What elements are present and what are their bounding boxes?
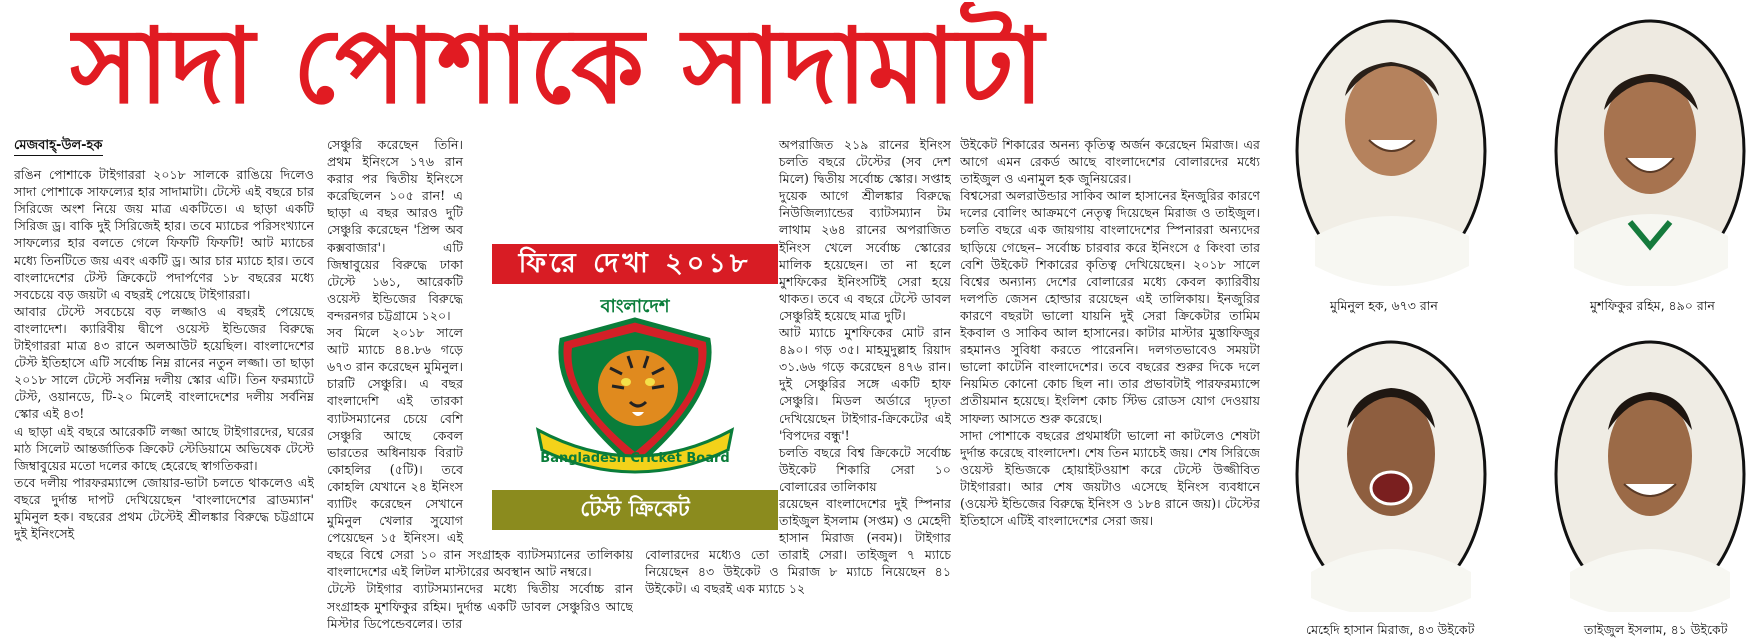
board-name-bangla: বাংলাদেশ [600,296,670,317]
paragraph: সাদা পোশাকে বছরের প্রথমার্ধটা ভালো না কাটলেও শেষটা দুর্দান্ত করেছে বাংলাদেশ। শেষ তিন ম্যাচেই জয়। শেষ সিরিজে ওয়েস্ট ইন্ডিজকে হোয়াইটওয়াশ করে টেস্টে উজ্জীবিত টাইগাররা। আর শেষ জয়টাও এসেছে ইনিংস ব্যবধানে (ওয়েস্ট ইন্ডিজের বিরুদ্ধে ইনিংস ও ১৮৪ রানে জয়)। টেস্টের ইতিহাসে এটিই বাংলাদেশের সেরা জয়। [960,427,1260,529]
article-column-4 [960,136,1260,630]
paragraph: সব মিলে ২০১৮ সালে আট ম্যাচে ৪৪.৮৬ গড়ে ৬৭৩ রান করেছেন মুমিনুল। চারটি সেঞ্চুরি। এ বছর বাংলাদেশি এই তারকা ব্যাটসম্যানের চেয়ে বেশি সেঞ্চুরি আছে কেবল ভারতের অধিনায়ক বিরাট কোহলির (৫টি)। তবে কোহলি যেখানে ২৪ ইনিংস ব্যাটিং করেছেন সেখানে মুমিনুল খেলার সুযোগ পেয়েছেন ১৫ ইনিংস। এই বছরে বিশ্বে সেরা ১০ রান সংগ্রাহক ব্যাটসম্যানের তালিকায় বাংলাদেশের এই লিটল মাস্টারের অবস্থান আট নম্বরে। [327,325,633,580]
photo-caption: মেহেদি হাসান মিরাজ, ৪৩ উইকেট [1306,622,1475,637]
headline: সাদা পোশাকে সাদামাটা [70,4,1045,127]
paragraph: টেস্টে টাইগার ব্যাটসম্যানদের মধ্যে দ্বিতীয় সর্বোচ্চ রান সংগ্রাহক মুশফিকুর রহিম। দুর্দান্ত একটি ডাবল সেঞ্চুরিও আছে মিস্টার ডিপেন্ডেবলের। তার [327,581,633,630]
photo-caption: মুমিনুল হক, ৬৭৩ রান [1330,298,1438,313]
paragraph: এ ছাড়া এই বছরে আরেকটি লজ্জা আছে টাইগারদের, ঘরের মাঠ সিলেট আন্তর্জাতিক ক্রিকেট স্টেডিয়ামে অভিষেক টেস্টে জিম্বাবুয়ের মতো দলের কাছে হেরেছে স্বাগতিকরা। [14,423,314,473]
paragraph: বিশ্বসেরা অলরাউন্ডার সাকিব আল হাসানের ইনজুরির কারণে দলের বোলিং আক্রমণে নেতৃত্ব দিয়েছেন মিরাজ ও তাইজুল। চলতি বছরে এক জায়গায় বাংলাদেশের স্পিনাররা অন্যদের ছাড়িয়ে গেছেন– সর্বোচ্চ চারবার করে ইনিংসে ৫ কিংবা তার বেশি উইকেট শিকারের কৃতিত্ব দেখিয়েছেন। ২০১৮ সালে বিশ্বের অন্যান্য দেশের বোলারের মধ্যে কেবল ক্যারিবীয় দলপতি জেসন হোল্ডার রয়েছেন এই তালিকায়। ইনজুরির কারণে বছরটা ভালো যায়নি দুই সেরা ক্রিকেটার তামিম ইকবাল ও সাকিব আল হাসানের। কাটার মাস্টার মুস্তাফিজুর রহমানও সুবিধা করতে পারেননি। দলগতভাবেও সময়টা ভালো কাটেনি বাংলাদেশের। তবে বছরের শুরুর দিকে দলে নিয়মিত কোনো কোচ ছিল না। তার প্রভাবটাই পারফরম্যান্সে প্রতীয়মান হয়েছে। ইংলিশ কোচ স্টিভ রোডস যোগ দেওয়ায় সাফল্য আসতে শুরু করেছে। [960,188,1260,426]
player-photo-mominul [1293,16,1489,286]
player-photo-taijul [1552,336,1748,612]
byline: মেজবাহ্-উল-হক [14,137,103,156]
article-column-1 [14,136,314,630]
paragraph: আবার টেস্টে সবচেয়ে বড় লজ্জাও এ বছরই পেয়েছে বাংলাদেশ। ক্যারিবীয় দ্বীপে ওয়েস্ট ইন্ডিজের বিরুদ্ধে টাইগাররা মাত্র ৪৩ রানে অলআউট হয়েছিল। বাংলাদেশের টেস্ট ইতিহাসে এটি সর্বোচ্চ নিম্ন রানের নতুন লজ্জা। তা ছাড়া ২০১৮ সালে টেস্টে সর্বনিম্ন দলীয় স্কোর এটি। তিন ফরম্যাটে টেস্ট, ওয়ানডে, টি-২০ মিলেই বাংলাদেশের দলীয় সর্বনিম্ন স্কোর এই ৪৩! [14,303,314,422]
board-name-english: Bangladesh Cricket Board [540,451,730,466]
paragraph: অপরাজিত ২১৯ রানের ইনিংস চলতি বছরে টেস্টের (সব দেশ মিলে) দ্বিতীয় সর্বোচ্চ স্কোর। সপ্তাহ দুয়েক আগে শ্রীলঙ্কার বিরুদ্ধে নিউজিল্যান্ডের ব্যাটসম্যান টম লাথাম ২৬৪ রানের অপরাজিত ইনিংস খেলে সর্বোচ্চ স্কোরের মালিক হয়েছেন। তা না হলে মুশফিকের ইনিংসটিই সেরা হয়ে থাকত। তবে এ বছরে টেস্টে ডাবল সেঞ্চুরিই হয়েছে মাত্র দুটি। [779,137,951,323]
paragraph: আট ম্যাচে মুশফিকের মোট রান ৪৯০। গড় ৩৫। মাহমুদুল্লাহ রিয়াদ ৩১.৬৬ গড়ে করেছেন ৪৭৬ রান। দুই সেঞ্চুরির সঙ্গে একটি হাফ সেঞ্চুরি। মিডল অর্ডারে দৃঢ়তা দেখিয়েছেন টাইগার-ক্রিকেটের এই 'বিপদের বন্ধু'! [779,325,951,443]
paragraph: সেঞ্চুরি করেছেন তিনি। প্রথম ইনিংসে ১৭৬ রান করার পর দ্বিতীয় ইনিংসে করেছিলেন ১০৫ রান! এ ছাড়া এ বছর আরও দুটি সেঞ্চুরি করেছেন 'প্রিন্স অব কক্সবাজার'। এটি জিম্বাবুয়ের বিরুদ্ধে ঢাকা টেস্টে ১৬১, আরেকটি ওয়েস্ট ইন্ডিজের বিরুদ্ধে বন্দরনগর চট্টগ্রামে ১২০। [327,137,463,323]
player-photo-mushfiqur [1552,16,1748,286]
inset-box [492,244,778,532]
inset-footer: টেস্ট ক্রিকেট [492,490,778,530]
bcb-logo-icon [532,316,738,488]
photo-caption: মুশফিকুর রহিম, ৪৯০ রান [1590,298,1715,313]
paragraph: চলতি বছরে বিশ্ব ক্রিকেটে সর্বোচ্চ উইকেট শিকারি সেরা ১০ বোলারের তালিকায় [779,444,951,494]
player-photo-mehidy [1293,336,1489,612]
paragraph: তবে দলীয় পারফরম্যান্সে জোয়ার-ভাটা চলতে থাকলেও এই বছরে দুর্দান্ত দাপট দেখিয়েছেন 'বাংলাদেশের ব্রাডম্যান' মুমিনুল হক। বছরের প্রথম টেস্টেই শ্রীলঙ্কার বিরুদ্ধে চট্টগ্রামে দুই ইনিংসেই [14,474,314,542]
inset-title: ফিরে দেখা ২০১৮ [492,244,778,284]
paragraph: রয়েছেন বাংলাদেশের দুই স্পিনার তাইজুল ইসলাম (সপ্তম) ও মেহেদী হাসান মিরাজ (নবম)। টাইগার বোলারদের মধ্যেও তো তারাই সেরা। তাইজুল ৭ ম্যাচে নিয়েছেন ৪৩ উইকেট ও মিরাজ ৮ ম্যাচে নিয়েছেন ৪১ উইকেট। এ বছরই এক ম্যাচে ১২ [645,495,951,597]
paragraph: রঙিন পোশাকে টাইগাররা ২০১৮ সালকে রাঙিয়ে দিলেও সাদা পোশাকে সাফল্যের হার সাদামাটা। টেস্টে এই বছরে চার সিরিজে অংশ নিয়ে জয় মাত্র একটিতে। এ ছাড়া একটি সিরিজ ড্র। বাকি দুই সিরিজেই হার। তবে ম্যাচের পরিসংখ্যানে সাফল্যের হার বলতে গেলে ফিফটি ফিফটি! আট ম্যাচের মধ্যে তিনটিতে জয় এবং একটি ড্র। আর চার ম্যাচে হার। তবে বাংলাদেশের টেস্ট ক্রিকেটে পদার্পণের ১৮ বছরের মধ্যে সবচেয়ে বড় জয়টা এ বছরই পেয়েছে টাইগাররা। [14,167,314,302]
photo-caption: তাইজুল ইসলাম, ৪১ উইকেট [1584,622,1728,637]
paragraph: উইকেট শিকারের অনন্য কৃতিত্ব অর্জন করেছেন মিরাজ। এর আগে এমন রেকর্ড আছে বাংলাদেশের বোলারদের মধ্যে তাইজুল ও এনামুল হক জুনিয়রের। [960,137,1260,187]
